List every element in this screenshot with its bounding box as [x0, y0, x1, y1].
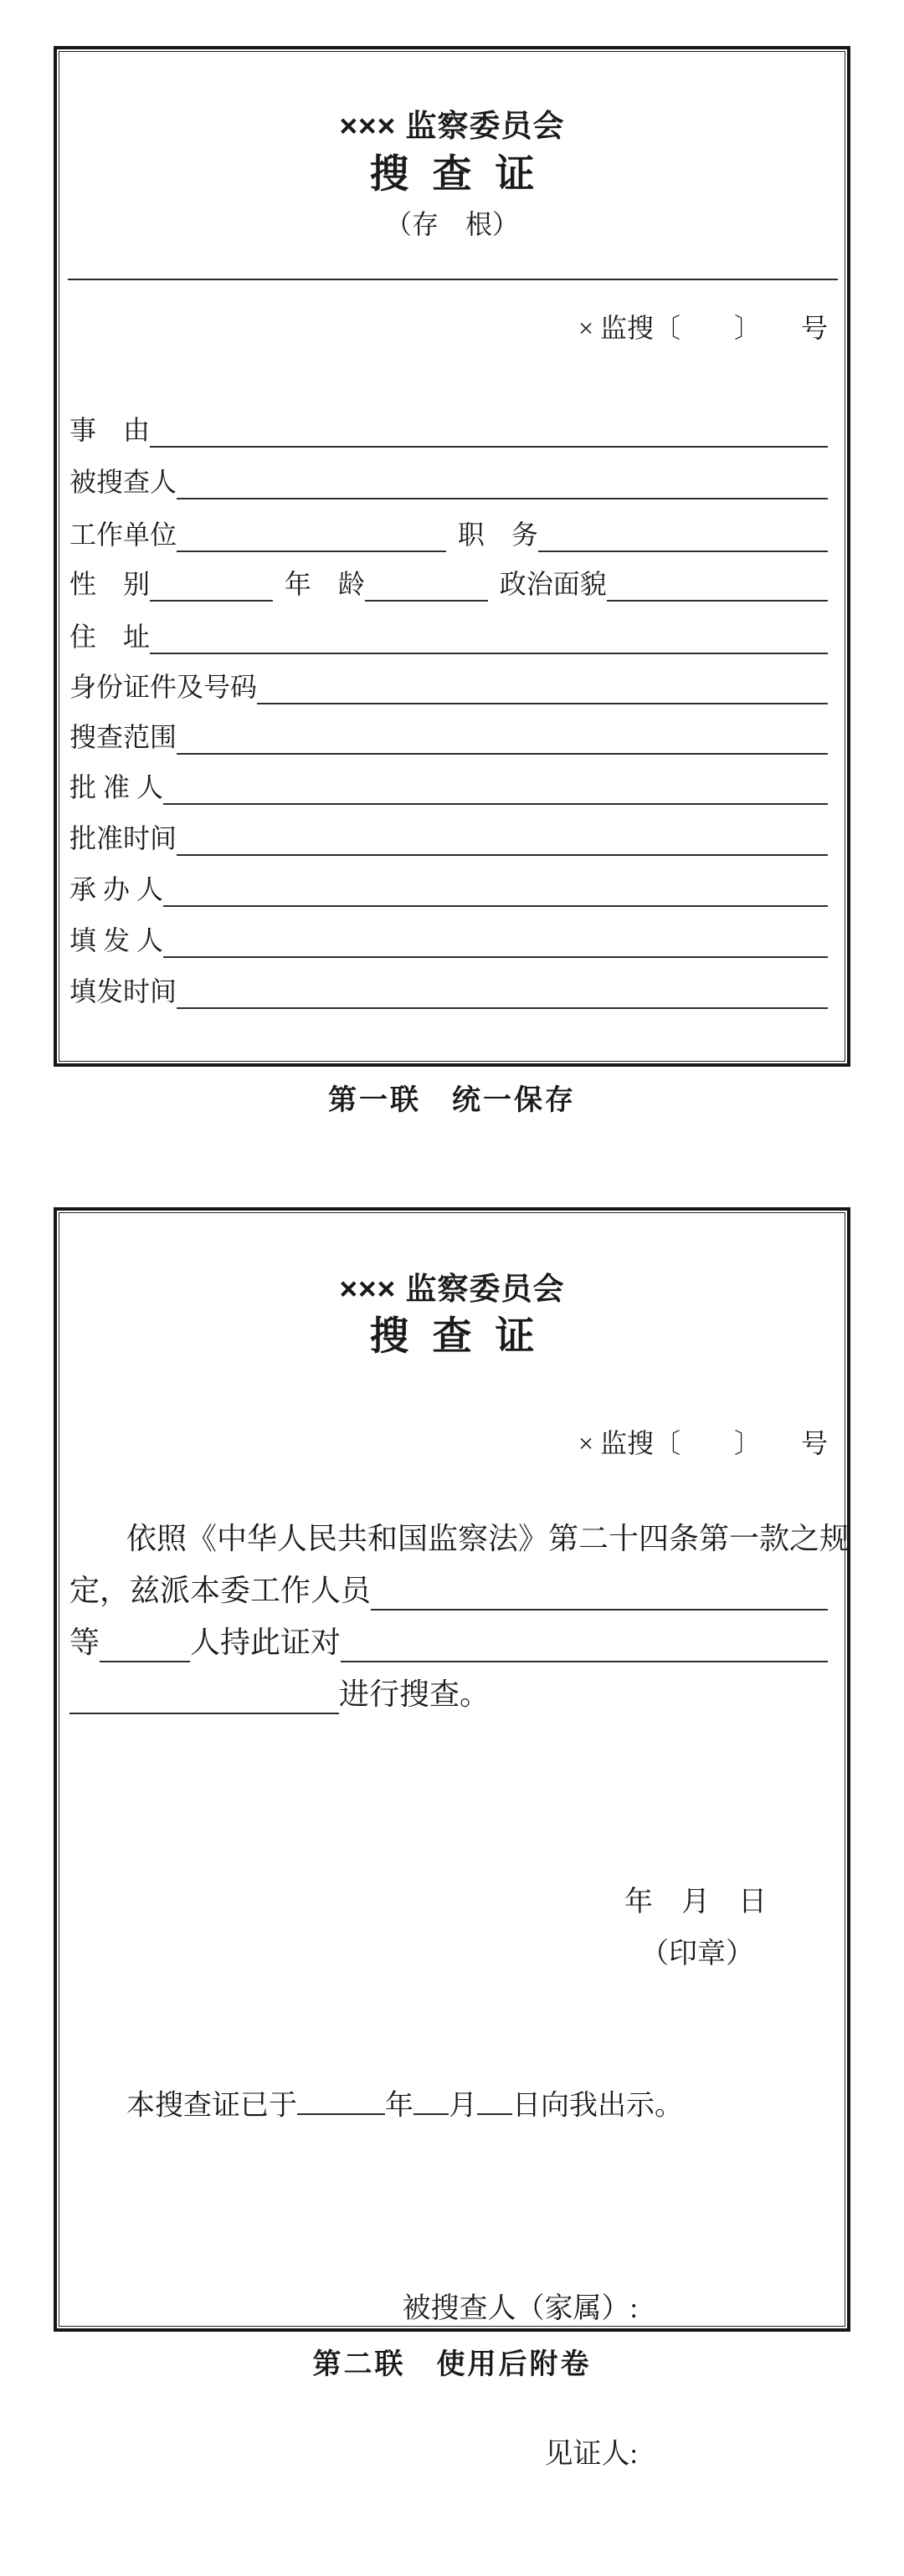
blank-line	[177, 498, 828, 499]
blank-line	[163, 803, 828, 805]
presentation-notice	[126, 2087, 828, 2124]
field-row-search-scope	[69, 711, 828, 755]
field-row-reason	[69, 404, 828, 448]
field-label: 性 别	[69, 568, 151, 599]
body-line-2	[69, 1559, 828, 1611]
org-title-2: ××× 监察委员会	[339, 1272, 565, 1306]
blank-line	[177, 1007, 828, 1009]
field-label: 填发时间	[69, 976, 177, 1006]
field-row-address	[69, 611, 828, 654]
blank-line	[177, 753, 828, 755]
seal-placeholder: （印章）	[640, 1938, 754, 1969]
field-row-approval-time	[69, 812, 828, 856]
copy-2-caption: 第二联 使用后附卷	[312, 2349, 592, 2380]
form-copy-1	[54, 46, 850, 1067]
field-label: 批 准 人	[69, 771, 164, 802]
field-row-searched-person	[69, 456, 828, 499]
notice-text: 月	[449, 2090, 477, 2122]
date-line: 年 月 日	[624, 1887, 767, 1918]
blank-line	[69, 1713, 339, 1714]
body-text: 等	[69, 1626, 100, 1660]
field-label: 职 务	[457, 519, 538, 550]
body-line-1	[69, 1507, 850, 1559]
blank-line	[177, 854, 828, 856]
field-row-issuer	[69, 914, 828, 958]
field-label: 身份证件及号码	[69, 671, 258, 702]
field-label: 批准时间	[69, 822, 177, 853]
signature-block	[59, 2188, 638, 2576]
blank-line	[177, 551, 446, 552]
signature-searched-person: 被搜查人（家属）:	[402, 2293, 638, 2324]
doc-number-line-2: × 监搜〔 〕 号	[578, 1428, 828, 1458]
field-row-gender-age-politics	[69, 558, 828, 602]
body-text: 定，兹派本委工作人员	[69, 1574, 372, 1608]
copy-1-caption: 第一联 统一保存	[328, 1085, 576, 1116]
field-label: 搜查范围	[69, 721, 177, 752]
field-row-issue-time	[69, 965, 828, 1009]
field-label: 填 发 人	[69, 924, 164, 955]
field-row-handler	[69, 863, 828, 907]
blank-line	[413, 2087, 449, 2115]
document-title-1: 搜查证	[369, 153, 558, 197]
doc-number-line-1: × 监搜〔 〕 号	[578, 313, 828, 343]
blank-line	[150, 653, 828, 654]
document-title-2: 搜查证	[369, 1315, 558, 1359]
blank-line	[163, 956, 828, 958]
blank-line	[163, 905, 828, 907]
field-row-approver	[69, 761, 828, 805]
body-line-3	[69, 1611, 828, 1662]
body-line-4	[69, 1662, 828, 1714]
field-row-id-number	[69, 661, 828, 704]
blank-line	[297, 2087, 385, 2115]
blank-line	[150, 600, 273, 602]
stub-subtitle: （存 根）	[384, 209, 519, 239]
body-text: 人持此证对	[190, 1626, 342, 1660]
body-text: 依照《中华人民共和国监察法》第二十四条第一款之规	[126, 1522, 850, 1556]
blank-line	[365, 600, 488, 602]
notice-text: 本搜查证已于	[126, 2090, 297, 2122]
signature-witness: 见证人:	[544, 2439, 638, 2470]
body-text: 进行搜查。	[339, 1677, 491, 1712]
form-copy-1-inner-border	[59, 51, 845, 1062]
field-label: 被搜查人	[69, 466, 177, 497]
field-label: 工作单位	[69, 519, 177, 550]
title-separator-line	[68, 279, 838, 280]
org-title-1: ××× 监察委员会	[339, 109, 565, 143]
field-label: 年 龄	[284, 568, 365, 599]
field-row-work-unit-position	[69, 509, 828, 552]
blank-line	[477, 2087, 512, 2115]
blank-line	[257, 703, 828, 704]
field-label: 事 由	[69, 414, 151, 445]
blank-line	[607, 600, 828, 602]
notice-text: 日向我出示。	[512, 2090, 683, 2122]
blank-line	[150, 446, 828, 448]
blank-line	[538, 551, 828, 552]
field-label: 承 办 人	[69, 873, 164, 904]
notice-text: 年	[385, 2090, 413, 2122]
field-label: 政治面貌	[499, 568, 607, 599]
field-label: 住 址	[69, 621, 151, 652]
